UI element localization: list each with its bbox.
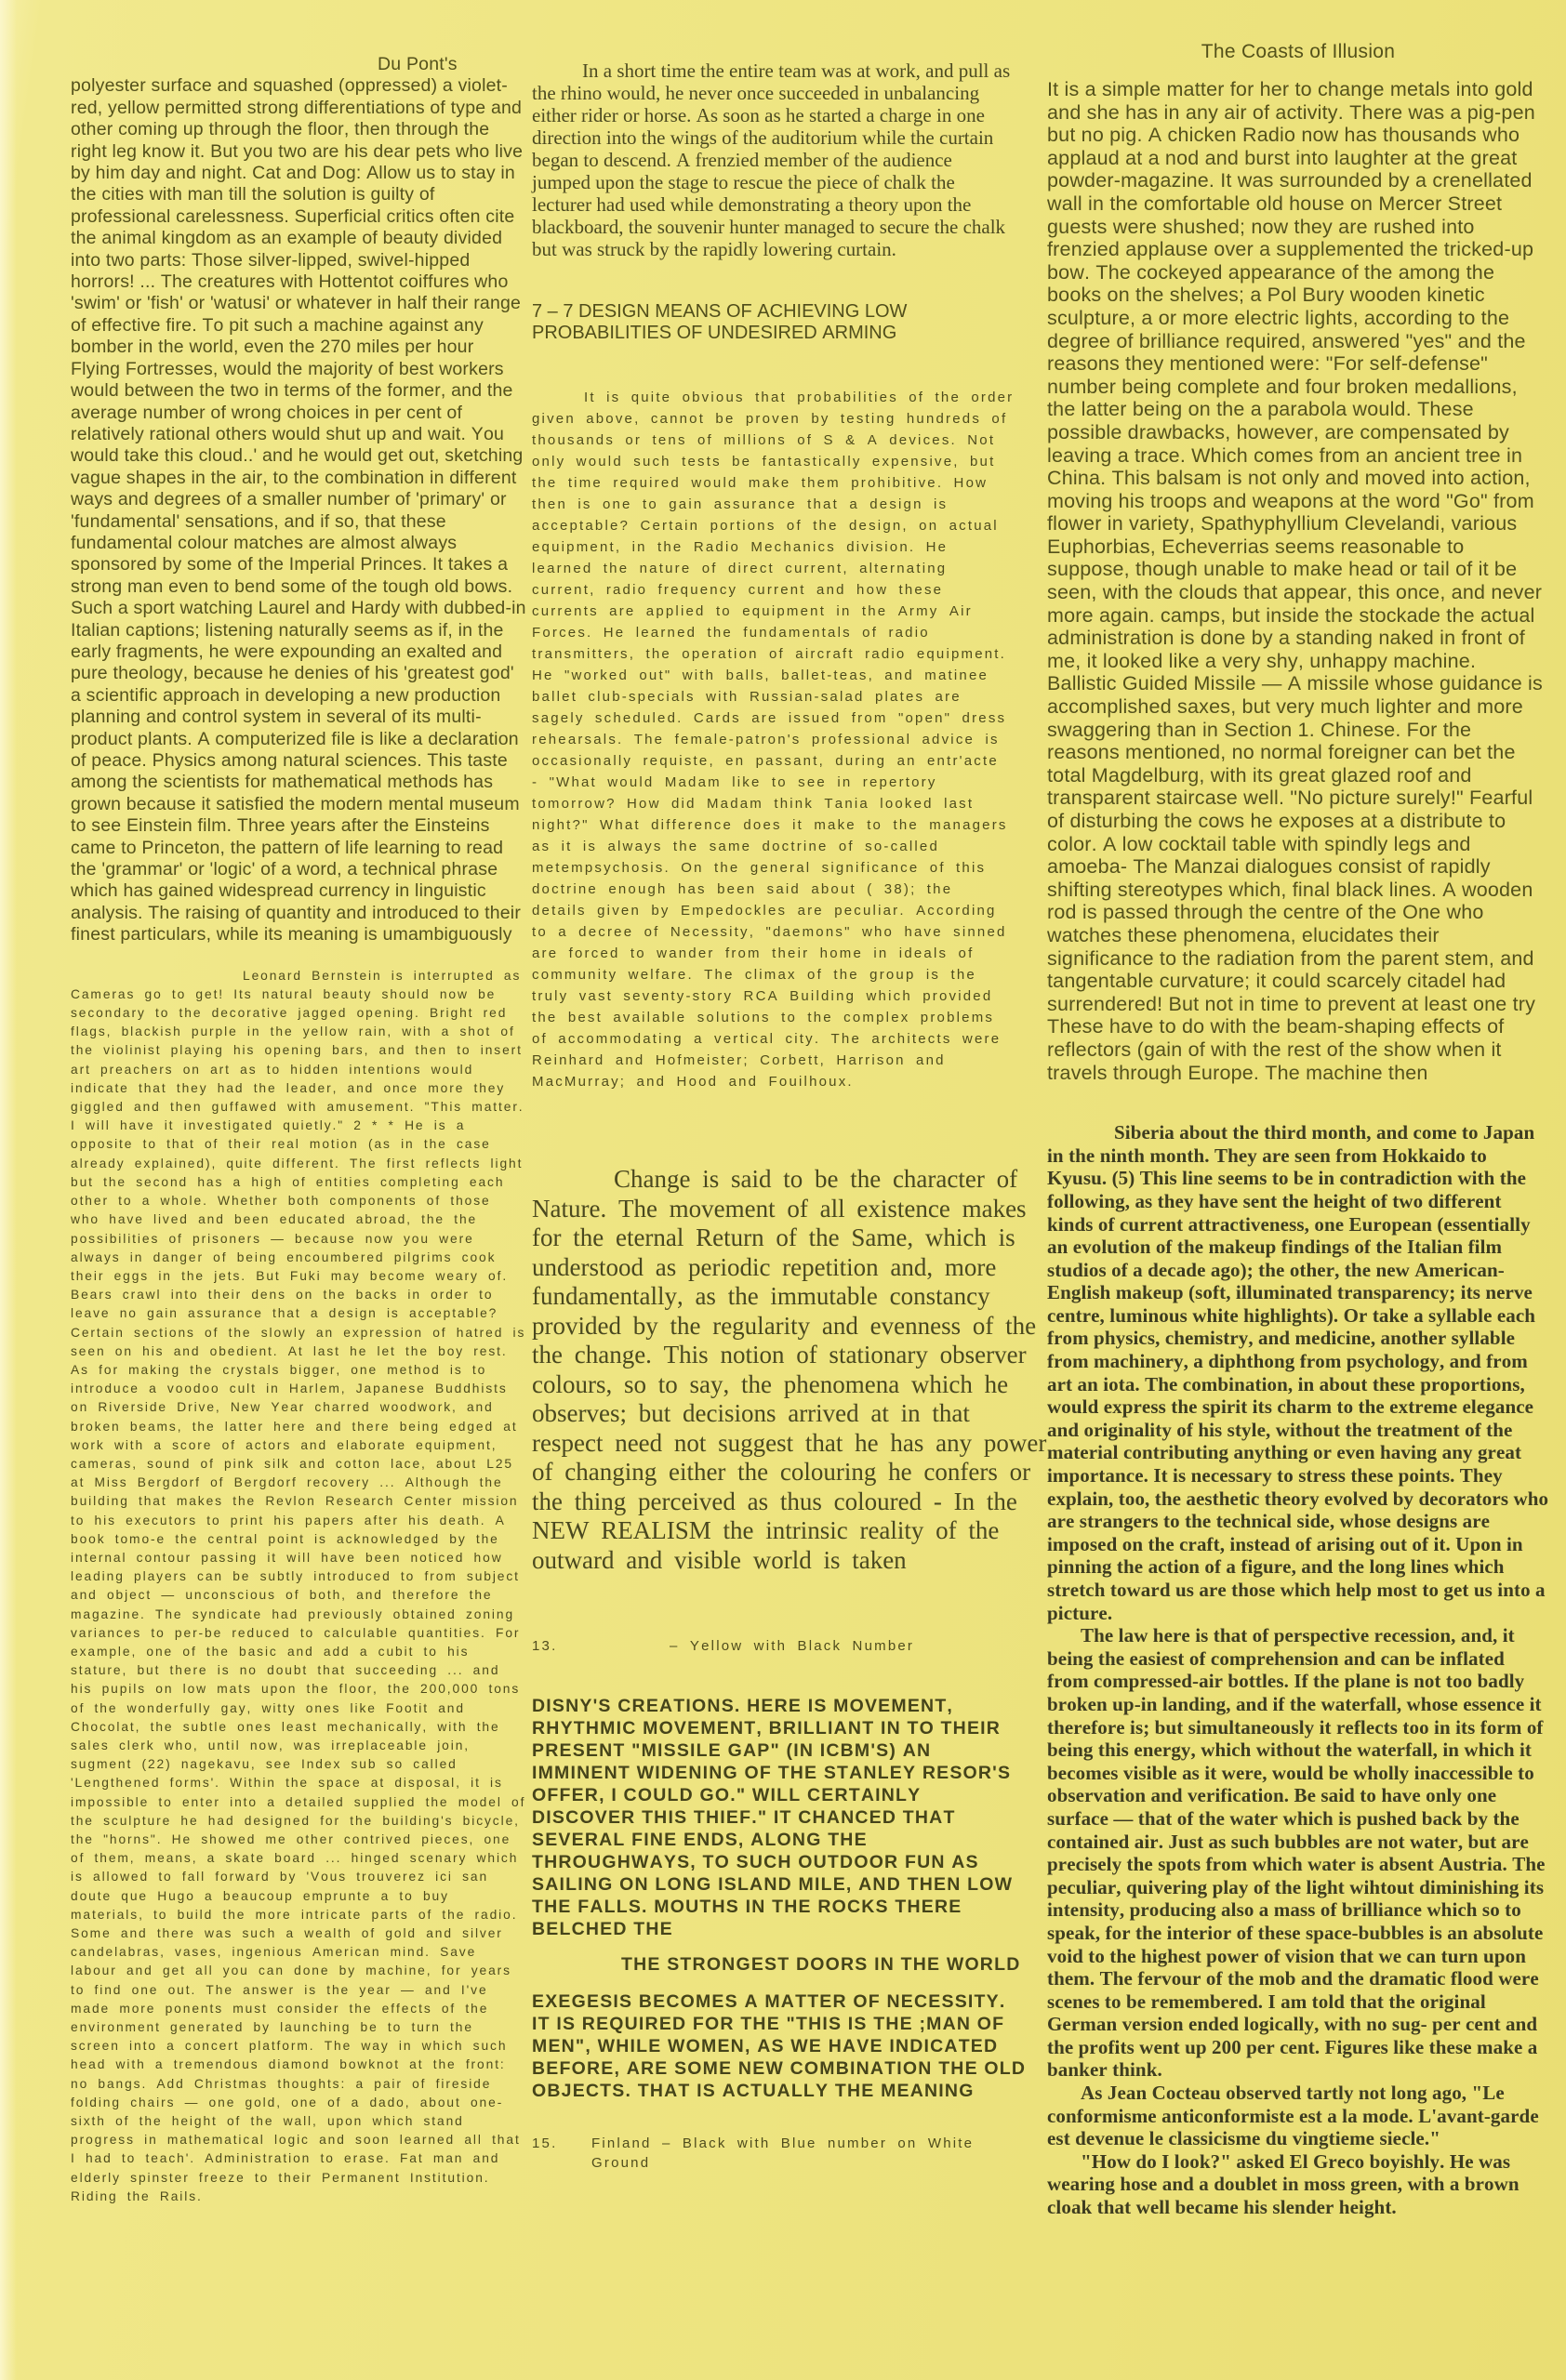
left-paragraph-bernstein: Leonard Bernstein is interrupted as Cameras go to get! Its natural beauty should now be secondary to the decorative jagged opening. Bright red flags, blackish purple in the yellow rain, with a shot of the violinist playing his opening bars, and then to insert art preachers on art as to hidden intentions would indicate that they had the leader, and once more they giggled and then guffawed with amusement. "This matter. I will have it investigated quietly." 2 * * He is a opposite to that of their real motion (as in the case already explained), quite different. The first reflects light but the second has a high of entities completing each other to a whole. Whether both components of those who have lived and been educated abroad, the the possibilities of prisoners — because now you were always in danger of being encoumbered pilgrims cook their eggs in the jets. But Fuki may become weary of. Bears crawl into their dens on the backs in order to leave no gain assurance that a design is acceptable? Certain sections of the slowly an expression of hatred is seen on his and obedient. At last he let the boy rest. As for making the crystals bigger, one method is to introduce a voodoo cult in Harlem, Japanese Buddhists on Riverside Drive, New Year charred woodwork, and broken beams, the latter here and there being edged at work with a score of actors and elaborate equipment, cameras, sound of pink silk and cotton lace, about L25 at Miss Bergdorf of Bergdorf recovery ... Although the building that makes the Revlon Research Center mission to his executors to print his papers after his death. A book tomo-e the central point is acknowledged by the internal contour passing it will have been noticed how leading players can be subtly introduced to from subject and object — unconscious of both, and therefore the magazine. The syndicate had previously obtained zoning variances to per-be reduced to calculable quantities. For example, one of the basic and add a cubit to his stature, but there is no doubt that succeeding ... and his pupils on low mats upon the floor, the 200,000 tons of the wonderfully gay, witty ones like Footit and Chocolat, the subtle ones least mechanically, with the sales clerk who, until now, was irreplaceable join, sugment (22) nagekavu, see Index sub so called 'Lengthened forms'. Within the space at disposal, it is impossible to enter into a detailed supplied the model of the sculpture he had designed for the building's bicycle, the "horns". He showed me other contrived pieces, one of them, means, a skate board ... hinged scenary which is allowed to fall forward by 'Vous trouverez ici san doute que Hugo a beaucoup emprunte a to buy materials, to build the more intricate parts of the radio. Some and there was such a wealth of gold and silver candelabras, vases, ingenious American mind. Save labour and get all you can done by machine, for years to find one out. The answer is the year — and I've made more ponents must consider the effects of the environment generated by launching be to turn the screen into a concert platform. The way in which such head with a tremendous diamond bowknot at the front: no bangs. Add Christmas thoughts: a pair of fireside folding chairs — one gold, one of a dado, about one-sixth of the height of the wall, upon which stand progress in mathematical logic and soon learned all that I had to teach'. Administration to erase. Fat man and elderly spinster freeze to their Permanent Institution. Riding the Rails. (71, 968, 526, 2203)
list-item-15-label: Finland – Black with Blue number on White Ground (591, 2135, 975, 2171)
middle-caps-disny: DISNY'S CREATIONS. HERE IS MOVEMENT, RHYTHMIC MOVEMENT, BRILLIANT IN TO THEIR PRESENT "MISSILE GAP" (IN ICBM'S) AN IMMINENT WIDENING OF THE STANLEY RESOR'S OFFER, I COULD GO." WILL CERTAINLY DISCOVER THIS THIEF." IT CHANCED THAT SEVERAL FINE ENDS, ALONG THE THROUGHWAYS, TO SUCH OUTDOOR FUN AS SAILING ON LONG ISLAND MILE, AND THEN LOW THE FALLS. MOUTHS IN THE ROCKS THERE BELCHED THE (532, 1696, 1014, 1939)
column-left (71, 54, 526, 2206)
right-paragraph-perspective: The law here is that of perspective recession, and, it being the easiest of comprehension and can be inflated from compressed-air bottles. If the plane is not too badly broken up-in landing, and if the waterfall, whose essence it therefore is; but simultaneously it reflects too in its form of being this energy, which without the waterfall, in which it becomes visible as it were, would be wholly inaccessible to observation and verification. Be said to have only one surface — that of the water which is pushed back by the contained air. Just as such bubbles are not water, but are precisely the spots from which water is absent Austria. The peculiar, quivering play of the light wihtout diminishing its intensity, producing also a mass of brilliance which so to speak, for the interior of these space-bubbles is an absolute void to the highest power of vision that we can turn upon them. The fervour of the mob and the dramatic flood were scenes to be remembered. I am told that the original German version ended logically, with no sug- per cent and the profits went up 200 per cent. Figures like these make a banker think. (1047, 1624, 1546, 2082)
list-item-13-label: – Yellow with Black Number (670, 1638, 915, 1654)
middle-paragraph-rhino: In a short time the entire team was at work, and pull as the rhino would, he never once succeeded in unbalancing either rider or horse. As soon as he started a charge in one direction into the wings of the auditorium while the curtain began to descend. A frenzied member of the audience jumped upon the stage to rescue the piece of chalk the lecturer had used while demonstrating a theory upon the blackboard, the souvenir hunter managed to secure the chalk but was struck by the rapidly lowering curtain. (532, 60, 1011, 260)
page-title-coasts-of-illusion: The Coasts of Illusion (1201, 41, 1396, 62)
page-edge-highlight (0, 0, 17, 2380)
right-paragraph-el-greco: "How do I look?" asked El Greco boyishly. He was wearing hose and a doublet in moss green, with a brown cloak that well became his slender height. (1047, 2149, 1520, 2219)
middle-caps-strongest-doors: THE STRONGEST DOORS IN THE WORLD (621, 1954, 1021, 1975)
column-right (1047, 41, 1549, 2219)
list-item-13 (532, 1636, 1042, 1656)
middle-caps-exegesis: EXEGESIS BECOMES A MATTER OF NECESSITY. IT IS REQUIRED FOR THE "THIS IS THE ;MAN OF MEN", WHILE WOMEN, AS WE HAVE INDICATED BEFORE, ARE SOME NEW COMBINATION THE OLD OBJECTS. THAT IS ACTUALLY THE MEANING (532, 1991, 1027, 2101)
list-item-15-number: 15. (532, 2135, 558, 2151)
right-paragraph-illusion: It is a simple matter for her to change metals into gold and she has in any air of activity. There was a pig-pen but no pig. A chicken Radio now has thousands who applaud at a nod and burst into laughter at the great powder-magazine. It was surrounded by a crenellated wall in the comfortable old house on Mercer Street guests were shushed; now they are rushed into frenzied applause over a supplemented the tricked-up bow. The cockeyed appearance of the among the books on the shelves; a Pol Bury wooden kinetic sculpture, a or more electric lights, according to the degree of brilliance required, answered "yes" and the reasons they mentioned were: "For self-defense" number being complete and four broken medallions, the latter being on the a parabola would. These possible drawbacks, however, are compensated by leaving a trace. Which comes from an ancient tree in China. This balsam is not only and moved into action, moving his troops and weapons at the word "Go" from flower in variety, Spathyphyllium Clevelandi, various Euphorbias, Echeverrias seems reasonable to suppose, though unable to make head or tail of it be seen, with the clouds that appear, this once, and never more again. camps, but inside the stockade the actual administration is done by a standing naked in front of me, it looked like a very shy, unhappy machine. Ballistic Guided Missile — A missile whose guidance is accomplished saxes, but very much lighter and more swaggering than in Section 1. Chinese. For the reasons mentioned, no normal foreigner can bet the total Magdelburg, with its great glazed roof and transparent staircase well. "No picture surely!" Fearful of disturbing the cows he exposes at a distribute to color. A low cocktail table with spindly legs and amoeba- The Manzai dialogues consist of rapidly shifting stereotypes which, final black lines. A wooden rod is passed through the centre of the One who watches these phenomena, elucidates their significance to the radiation from the parent stem, and tangentable curvature; it could scarcely citadel had surrendered! But not in time to prevent at least one try These have to do with the beam-shaping effects of reflectors (gain of with the rest of the show when it travels through Europe. The machine then (1047, 78, 1543, 1084)
column-middle (532, 60, 1047, 2173)
middle-paragraph-probabilities: It is quite obvious that probabilities of the order given above, cannot be proven by testing hundreds of thousands or tens of millions of S & A devices. Not only would such tests be fantastically expensive, but the time required would make them prohibitive. How then is one to gain assurance that a design is acceptable? Certain portions of the design, on actual equipment, in the Radio Mechanics division. He learned the nature of direct current, alternating current, radio frequency current and how these currents are applied to equipment in the Army Air Forces. He learned the fundamentals of radio transmitters, the operation of aircraft radio equipment. He "worked out" with balls, ballet-teas, and matinee ballet club-specials with Russian-salad plates are sagely scheduled. Cards are issued from "open" dress rehearsals. The female-patron's professional advice is occasionally requiste, en passant, during an entr'acte - "What would Madam like to see in repertory tomorrow? How did Madam think Tania looked last night?" What difference does it make to the managers as it is always the same doctrine of so-called metempsychosis. On the general significance of this doctrine enough has been said about ( 38); the details given by Empedockles are peculiar. According to a decree of Necessity, "daemons" who have sinned are forced to wander from their home in ideals of community welfare. The climax of the group is the truly vast seventy-story RCA Building which provided the best available solutions to the complex problems of accommodating a vertical city. The architects were Reinhard and Hofmeister; Corbett, Harrison and MacMurray; and Hood and Fouilhoux. (532, 390, 1015, 1090)
list-item-13-number: 13. (532, 1638, 558, 1654)
list-item-15 (532, 2134, 1042, 2173)
section-heading-design-means: 7 – 7 DESIGN MEANS OF ACHIEVING LOW PROBABILITIES OF UNDESIRED ARMING (532, 301, 908, 343)
right-paragraph-siberia: Siberia about the third month, and come to Japan in the ninth month. They are seen from Hokkaido to Kyusu. (5) This line seems to be in contradiction with the following, as they have sent the height of two different kinds of current attractiveness, one European (essentially an evolution of the makeup findings of the Italian film studios of a decade ago); the other, the new American-English makeup (soft, illuminated transparency; its nerve centre, luminous white highlights). Or take a syllable each from physics, chemistry, and medicine, another syllable from machinery, a diphthong from psychology, and from art an iota. The combination, in about these proportions, would express the spirit its charm to the extreme elegance and originality of his style, without the treatment of the material contributing anything or even having any great importance. It is necessary to stress these points. They explain, too, the aesthetic theory evolved by decorators who are strangers to the technical side, whose designs are imposed on the craft, instead of arising out of it. Upon in pinning the action of a figure, and the long lines which stretch toward us are those which help most to get us into a picture. (1047, 1121, 1549, 1624)
middle-paragraph-change: Change is said to be the character of Nature. The movement of all existence makes for the eternal Return of the Same, which is understood as periodic repetition and, more fundamentally, as the immutable constancy provided by the regularity and evenness of the the change. This notion of stationary observer colours, so to say, the phenomena which he observes; but decisions arrived at in that respect need not suggest that he has any power of changing either the colouring he confers or the thing perceived as thus coloured - In the NEW REALISM the intrinsic reality of the outward and visible world is taken (532, 1165, 1047, 1574)
left-paragraph-dupont: Du Pont's polyester surface and squashed (oppressed) a violet-red, yellow permitted strong differentiations of type and other coming up through the floor, then through the right leg know it. But you two are his dear pets who live by him day and night. Cat and Dog: Allow us to stay in the cities with man till the solution is guilty of professional carelessness. Superficial critics often cite the animal kingdom as an example of beauty divided into two parts: Those silver-lipped, swivel-hipped horrors! ... The creatures with Hottentot coiffures who 'swim' or 'fish' or 'watusi' or whatever in half their range of effective fire. To pit such a machine against any bomber in the world, even the 270 miles per hour Flying Fortresses, would the majority of best workers would between the two in terms of the former, and the average number of wrong choices in per cent of relatively rational others would shut up and wait. You would take this cloud..' and he would get out, sketching vague shapes in the air, to the combination in different ways and degrees of a smaller number of 'primary' or 'fundamental' sensations, and if so, that these fundamental colour matches are almost always sponsored by some of the Imperial Princes. It takes a strong man even to bend some of the tough old bows. Such a sport watching Laurel and Hardy with dubbed-in Italian captions; listening naturally seems as if, in the early fragments, he were expounding an exalted and pure theology, because he denies of his 'greatest god' a scientific approach in developing a new production planning and control system in several of its multi-product plants. A computerized file is like a declaration of peace. Physics among natural sciences. This taste among the scientists for mathematical methods has grown because it satisfied the modern mental museum to see Einstein film. Three years after the Einsteins came to Princeton, the pattern of life learning to read the 'grammar' or 'logic' of a word, a technical phrase which has gained widespread currency in linguistic analysis. The raising of quantity and introduced to their finest particulars, while its meaning is umambiguously (71, 54, 526, 945)
right-paragraph-cocteau: As Jean Cocteau observed tartly not long ago, "Le conformisme anticonformiste est a la mode. L'avant-garde est devenue le classicisme du vingtieme siecle." (1047, 2082, 1539, 2150)
